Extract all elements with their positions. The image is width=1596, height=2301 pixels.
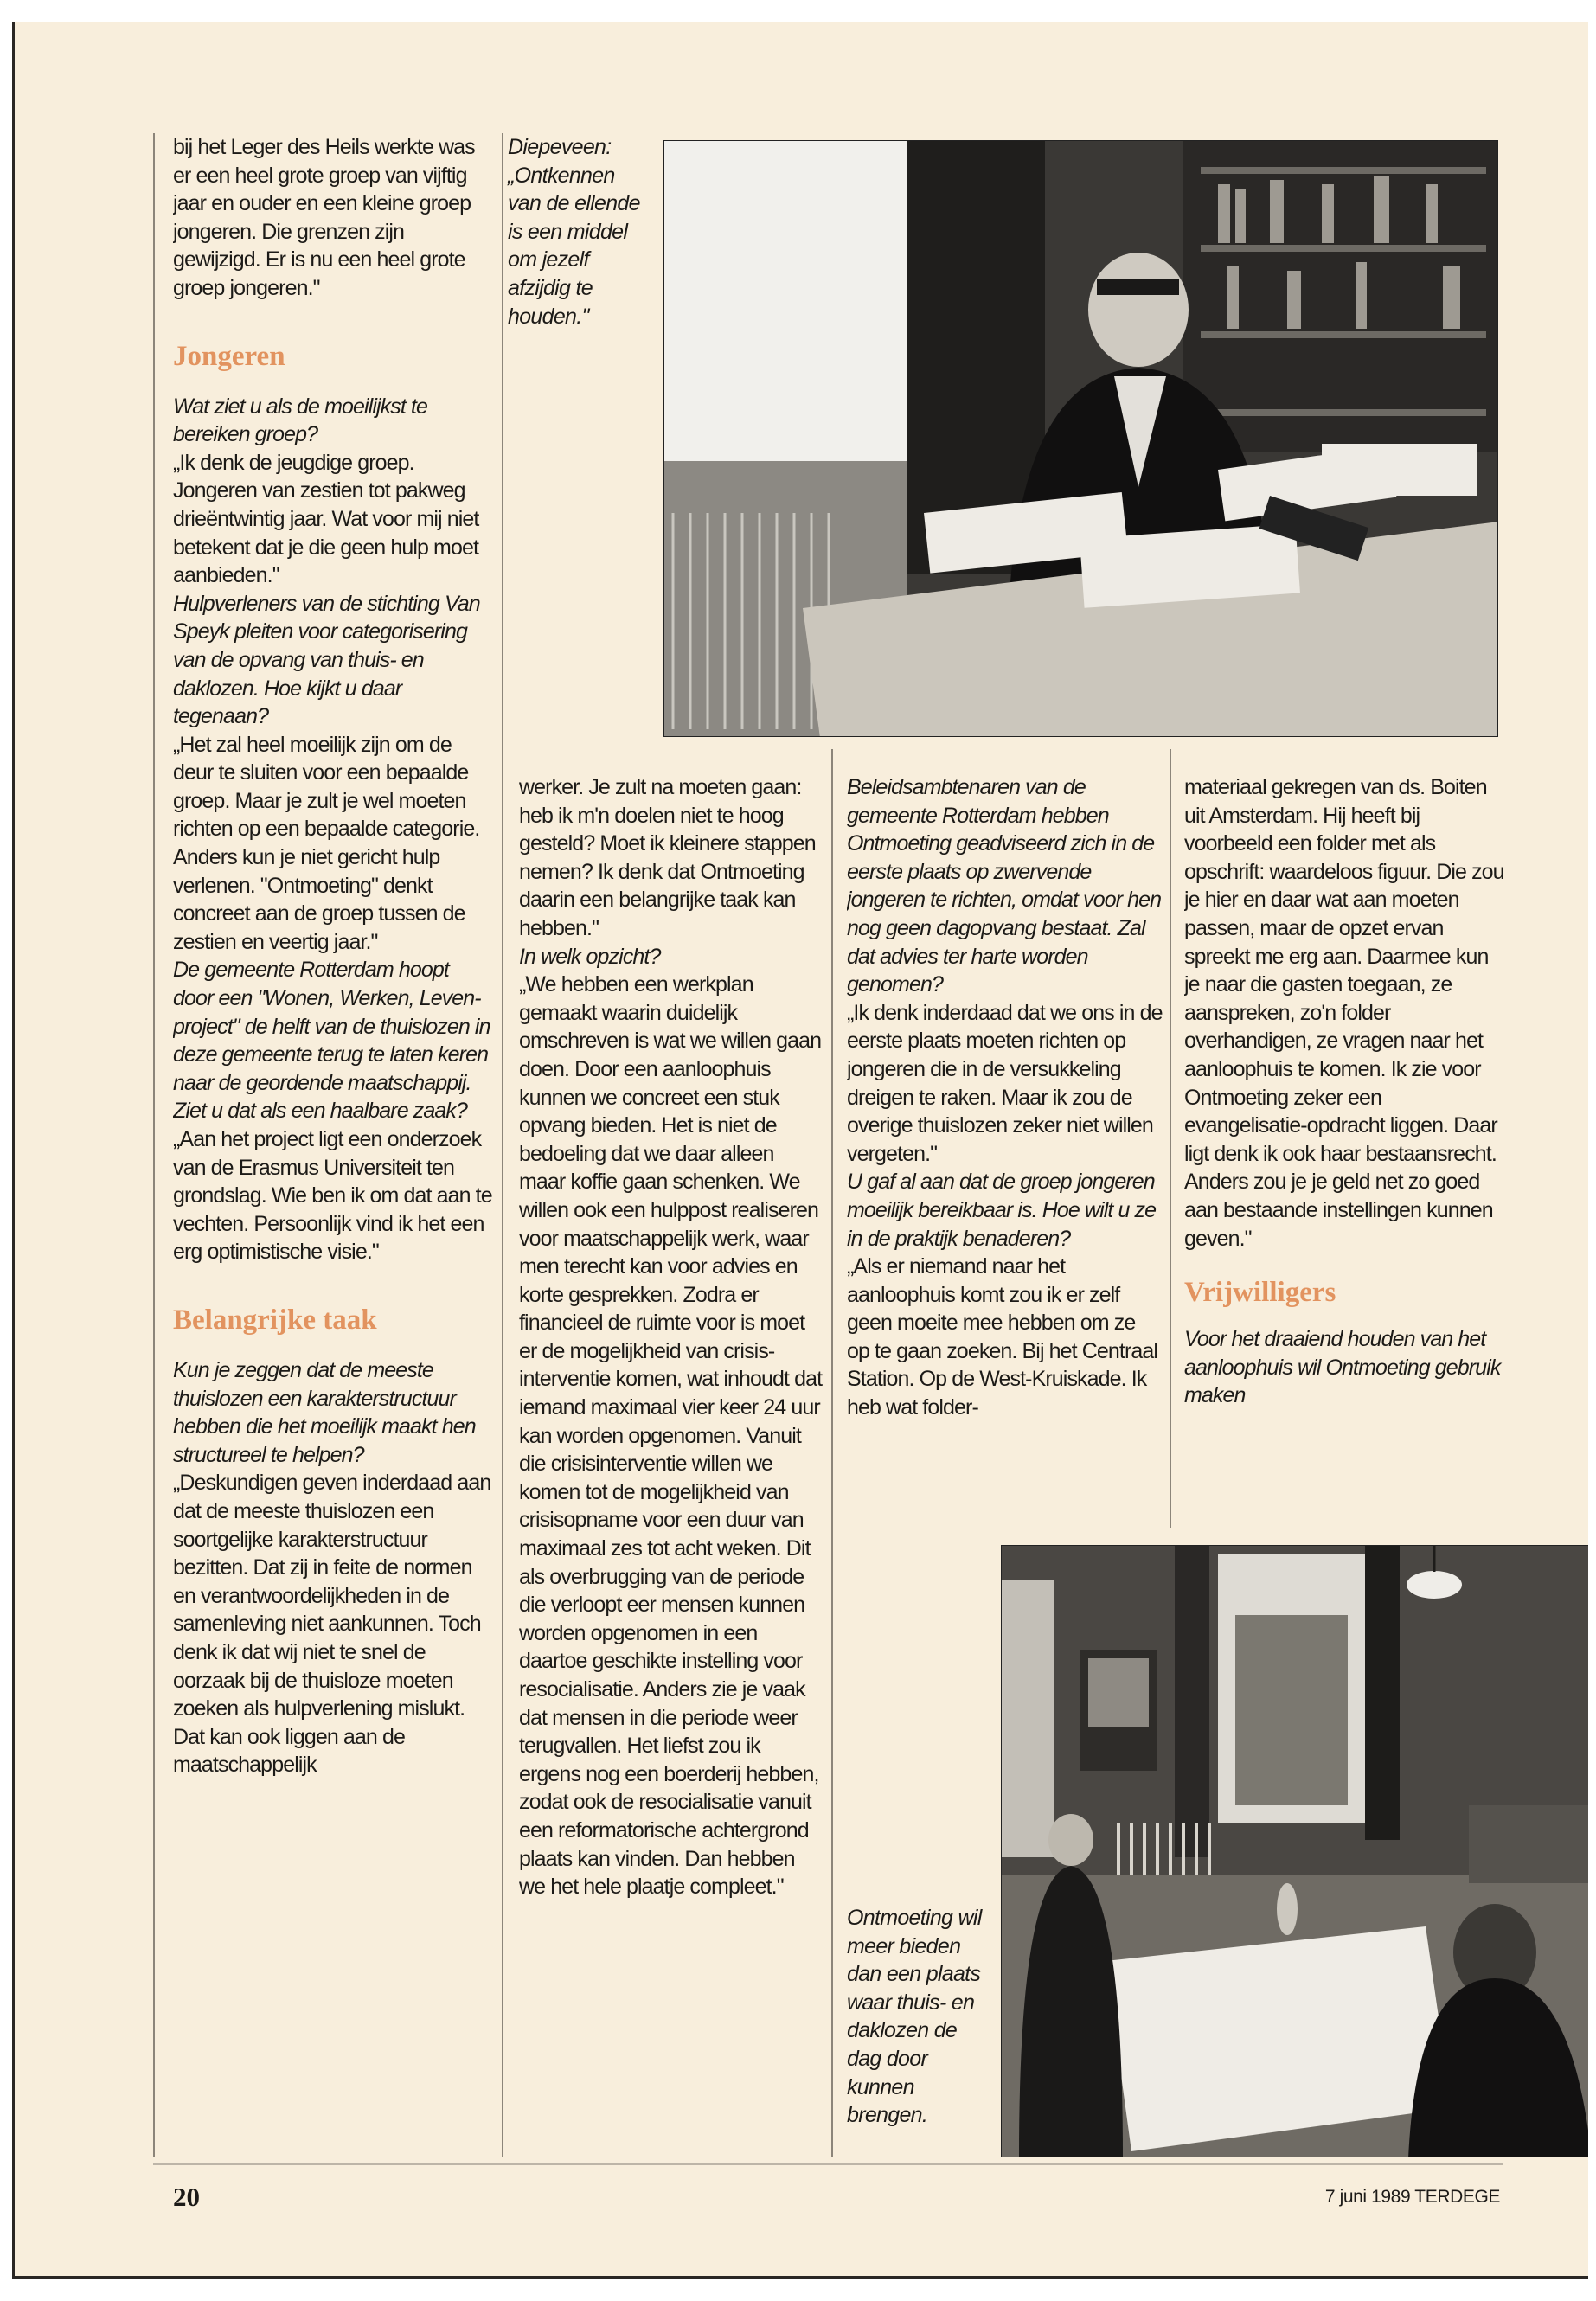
interview-answer: „Als er niemand naar het aanloophuis komt zou ik er zelf geen moeite mee hebben om ze op te gaan zoeken. Bij het Centraal Station. Op de West-Kruiskade. Ik heb wat folder- — [847, 1254, 1158, 1420]
interview-answer: „Het zal heel moeilijk zijn om de deur te sluiten voor een bepaalde groep. Maar je zult je wel moeten richten op een bepaalde categorie. Anders kun je niet gericht hulp verlenen. "Ontmoeting" denkt concreet aan de groep tussen de zestien en veertig jaar." — [173, 732, 480, 954]
interview-question: Kun je zeggen dat de meeste thuislozen een karakterstructuur hebben die het moeilijk maakt hen structureel te helpen? — [173, 1357, 476, 1467]
column-1 — [173, 133, 493, 2157]
interview-answer: „Aan het project ligt een onderzoek van de Erasmus Universiteit ten grondslag. Wie ben ik om dat aan te vechten. Persoonlijk vind ik het een erg optimistische visie." — [173, 1127, 492, 1265]
interview-question: De gemeente Rotterdam hoopt door een "Wonen, Werken, Leven-project" de helft van de thuislozen in deze gemeente terug te laten keren naar de geordende maatschappij. Ziet u dat als een haalbare zaak? — [173, 958, 490, 1124]
photo-caption — [847, 1904, 992, 2163]
interview-question: In welk opzicht? — [519, 944, 661, 969]
footer-rule — [153, 2163, 1503, 2165]
photo-illustration — [1002, 1546, 1588, 2157]
interview-question: Wat ziet u als de moeilijkst te bereiken groep? — [173, 394, 427, 447]
interview-question: Hulpverleners van de stichting Van Speyk pleiten voor categorisering van de opvang van thuis- en daklozen. Hoe kijkt u daar tegenaan? — [173, 591, 480, 729]
interview-answer: „Ik denk inderdaad dat we ons in de eerste plaats moeten richten op jongeren die in de versukkeling dreigen te raken. Maar ik zou de overige thuislozen zeker niet willen vergeten." — [847, 1000, 1163, 1166]
interview-answer: „Ik denk de jeugdige groep. Jongeren van zestien tot pakweg drieëntwintig jaar. Wat voor mij niet betekent dat je die geen hulp moet aanbieden." — [173, 450, 479, 588]
section-heading-jongeren: Jongeren — [173, 340, 285, 372]
issue-date: 7 juni 1989 TERDEGE — [1324, 2187, 1500, 2207]
column-3 — [847, 773, 1163, 1543]
column-rule — [1170, 749, 1171, 1528]
interview-answer: „We hebben een werkplan gemaakt waarin duidelijk omschreven is wat we willen gaan doen. Door een aanloophuis kunnen we concreet een stuk opvang bieden. Het is niet de bedoeling dat we daar alleen maar koffie gaan schenken. We willen ook een hulppost realiseren voor maatschappelijk werk, waar men terecht kan voor advies en korte gesprekken. Zodra er financieel de ruimte voor is moet er de mogelijkheid van crisis-interventie komen, wat inhoudt dat iemand maximaal vier keer 24 uur kan worden opgenomen. Vanuit die crisisinterventie willen we komen tot de mogelijkheid van crisisopname voor een duur van maximaal zes tot acht weken. Dit als overbrugging van de periode die verloopt eer mensen kunnen worden opgenomen in een daartoe geschikte instelling voor resocialisatie. Anders zie je vaak dat mensen in die periode weer terugvallen. Het liefst zou ik ergens nog een boerderij hebben, zodat ook de resocialisatie vanuit een reformatorische achtergrond plaats kan vinden. Dan hebben we het hele plaatje compleet." — [519, 972, 823, 1900]
col2-paragraph: werker. Je zult na moeten gaan: heb ik m'n doelen niet te hoog gesteld? Moet ik kleinere stappen nemen? Ik denk dat Ontmoeting daarin een belangrijke taak kan hebben." — [519, 775, 816, 940]
photo-illustration — [664, 141, 1498, 737]
interview-answer: „Deskundigen geven inderdaad aan dat de meeste thuislozen een soortgelijke karakterstructuur bezitten. Dat zij in feite de normen en verantwoordelijkheden in de samenleving niet aankunnen. Toch denk ik dat wij niet te snel de oorzaak bij de thuisloze moeten zoeken als hulpverlening mislukt. Dat kan ook liggen aan de maatschappelijk — [173, 1471, 491, 1778]
section-heading-vrijwilligers: Vrijwilligers — [1184, 1277, 1336, 1309]
column-4 — [1184, 773, 1504, 1543]
page-number: 20 — [173, 2182, 200, 2212]
interview-question: Beleidsambtenaren van de gemeente Rotterdam hebben Ontmoeting geadviseerd zich in de eerste plaats op zwervende jongeren te richten, omdat voor hen nog geen dagopvang bestaat. Zal dat advies ter harte worden genomen? — [847, 775, 1162, 997]
section-heading-belangrijke-taak: Belangrijke taak — [173, 1304, 377, 1336]
interview-question: Voor het draaiend houden van het aanloophuis wil Ontmoeting gebruik maken — [1184, 1327, 1501, 1408]
photo-drop-in-centre — [1001, 1545, 1588, 2157]
col4-paragraph: materiaal gekregen van ds. Boiten uit Amsterdam. Hij heeft bij voorbeeld een folder met als opschrift: waardeloos figuur. Die zou je hier en daar wat aan moeten passen, maar de opzet ervan spreekt me erg aan. Daarmee kun je naar die gasten toegaan, ze aanspreken, zo'n folder overhandigen, ze vragen naar het aanloophuis te komen. Ik zie voor Ontmoeting zeker een evangelisatie-opdracht liggen. Daar ligt denk ik ook haar bestaansrecht. Anders zou je je geld net zo goed aan bestaande instellingen kunnen geven." — [1184, 775, 1504, 1251]
column-rule — [831, 749, 833, 2157]
photo-caption-text: Ontmoeting wil meer bieden dan een plaats waar thuis- en daklozen de dag door kunnen brengen. — [847, 1906, 982, 2128]
col1-paragraph: bij het Leger des Heils werkte was er een heel grote groep van vijftig jaar en ouder en een kleine groep jongeren. Die grenzen zijn gewijzigd. Er is nu een heel grote groep jongeren." — [173, 135, 475, 300]
column-rule — [153, 133, 155, 2157]
magazine-page — [12, 22, 1588, 2279]
interview-question: U gaf al aan dat de groep jongeren moeilijk bereikbaar is. Hoe wilt u ze in de praktijk benaderen? — [847, 1170, 1157, 1251]
pull-quote — [508, 133, 651, 410]
column-2 — [519, 773, 824, 2157]
pull-quote-text: Diepeveen: „Ontkennen van de ellende is een middel om jezelf afzijdig te houden." — [508, 135, 640, 329]
photo-man-at-desk — [663, 140, 1498, 737]
column-rule — [502, 133, 503, 2157]
